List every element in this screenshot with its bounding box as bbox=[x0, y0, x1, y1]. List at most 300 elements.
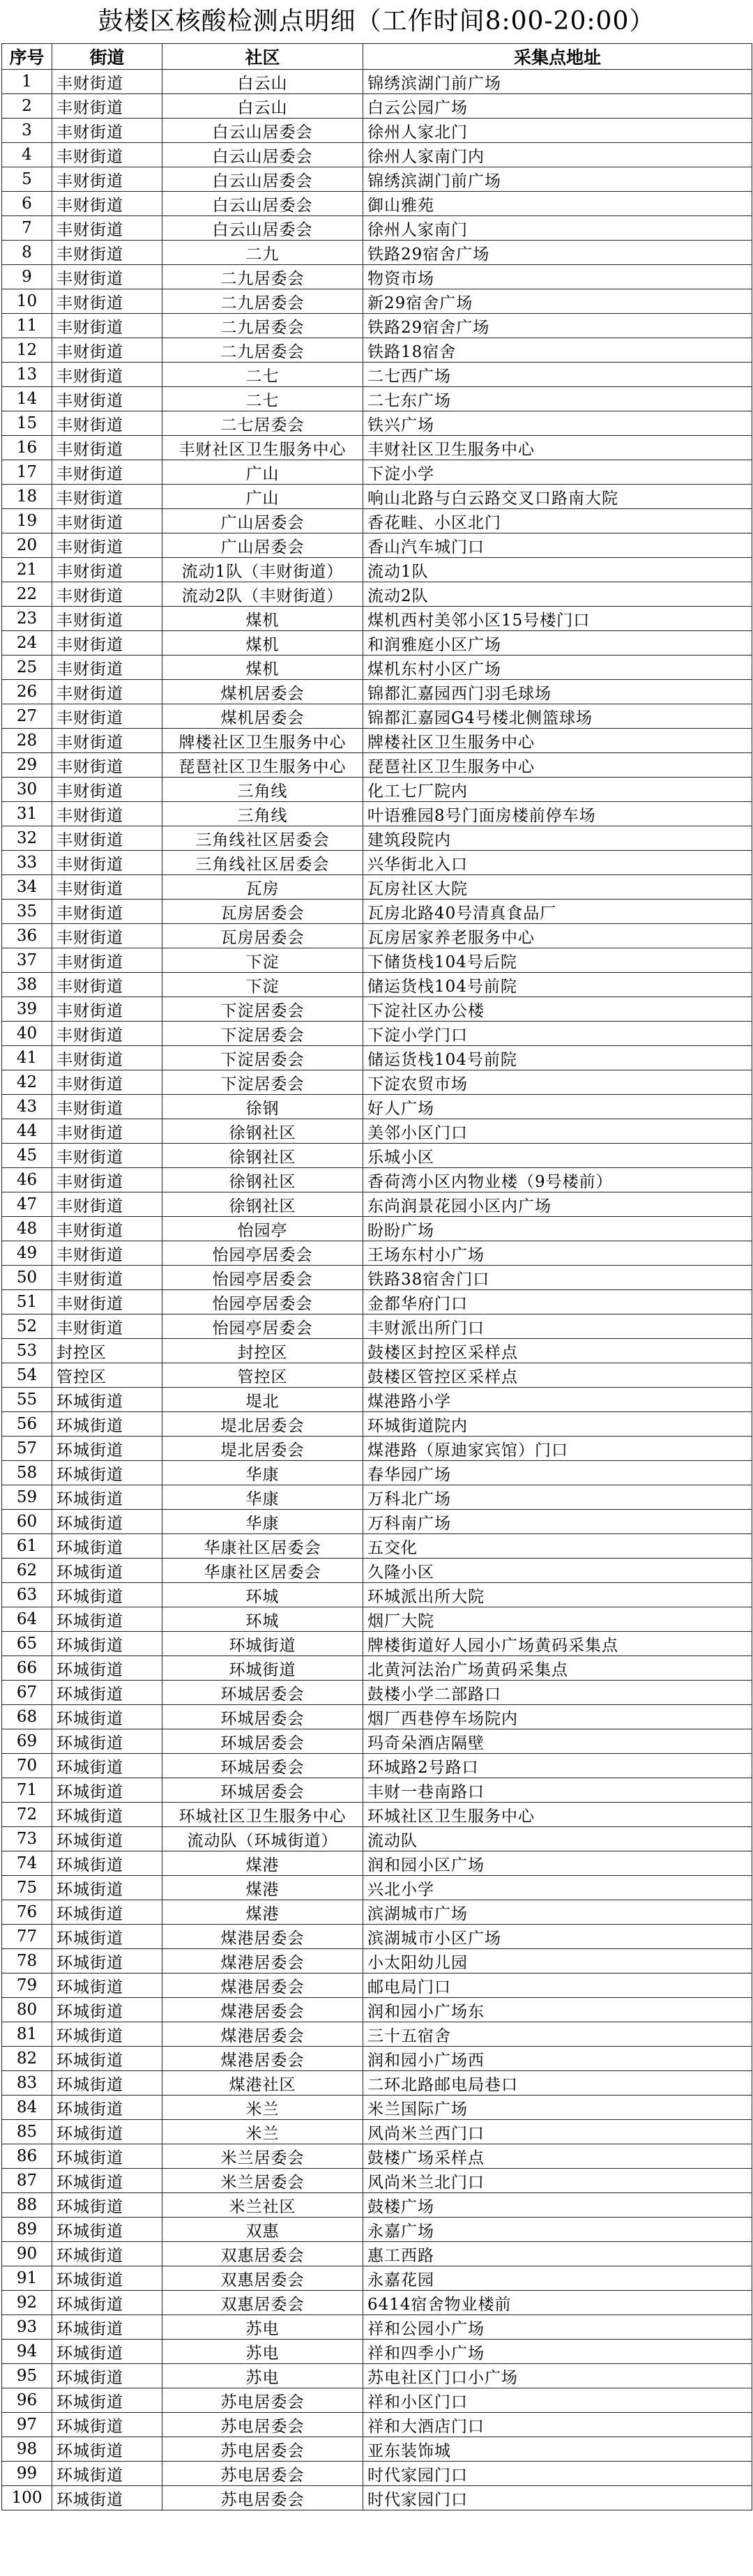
row-community: 苏电 bbox=[162, 2340, 363, 2364]
table-row bbox=[2, 363, 752, 387]
row-site-address: 五交化 bbox=[363, 1534, 752, 1559]
row-community: 煤机 bbox=[162, 631, 363, 656]
table-row bbox=[2, 436, 752, 460]
row-index: 25 bbox=[2, 656, 52, 680]
row-site-address: 下淀小学门口 bbox=[363, 1022, 752, 1046]
row-index: 100 bbox=[2, 2486, 52, 2510]
row-community: 徐钢社区 bbox=[162, 1168, 363, 1192]
row-street: 环城街道 bbox=[52, 1632, 162, 1656]
row-street: 丰财街道 bbox=[52, 851, 162, 875]
header-street: 街道 bbox=[52, 44, 162, 70]
row-index: 18 bbox=[2, 485, 52, 509]
row-index: 79 bbox=[2, 1973, 52, 1998]
row-community: 封控区 bbox=[162, 1339, 363, 1363]
row-site-address: 环城街道院内 bbox=[363, 1412, 752, 1437]
row-site-address: 香山汽车城门口 bbox=[363, 533, 752, 558]
row-street: 丰财街道 bbox=[52, 1046, 162, 1070]
row-site-address: 物资市场 bbox=[363, 265, 752, 289]
row-community: 华康社区居委会 bbox=[162, 1559, 363, 1583]
row-street: 环城街道 bbox=[52, 2340, 162, 2364]
row-street: 丰财街道 bbox=[52, 70, 162, 94]
row-site-address: 煤机西村美邻小区15号楼门口 bbox=[363, 607, 752, 631]
table-row bbox=[2, 2266, 752, 2291]
row-street: 丰财街道 bbox=[52, 1144, 162, 1168]
table-row bbox=[2, 265, 752, 289]
row-site-address: 储运货栈104号前院 bbox=[363, 1046, 752, 1070]
row-index: 59 bbox=[2, 1485, 52, 1510]
row-index: 46 bbox=[2, 1168, 52, 1192]
row-index: 7 bbox=[2, 216, 52, 241]
row-street: 环城街道 bbox=[52, 1705, 162, 1729]
row-site-address: 永嘉广场 bbox=[363, 2218, 752, 2242]
row-site-address: 响山北路与白云路交叉口路南大院 bbox=[363, 485, 752, 509]
row-community: 徐钢社区 bbox=[162, 1192, 363, 1217]
table-row bbox=[2, 875, 752, 900]
row-community: 煤机居委会 bbox=[162, 680, 363, 704]
row-community: 苏电 bbox=[162, 2315, 363, 2340]
row-street: 环城街道 bbox=[52, 2437, 162, 2462]
table-row bbox=[2, 411, 752, 436]
table-row bbox=[2, 1851, 752, 1876]
row-index: 66 bbox=[2, 1656, 52, 1681]
row-street: 丰财街道 bbox=[52, 1241, 162, 1266]
row-street: 丰财街道 bbox=[52, 436, 162, 460]
row-index: 94 bbox=[2, 2340, 52, 2364]
row-community: 三角线社区居委会 bbox=[162, 826, 363, 851]
row-community: 环城居委会 bbox=[162, 1778, 363, 1803]
row-street: 丰财街道 bbox=[52, 363, 162, 387]
row-index: 49 bbox=[2, 1241, 52, 1266]
table-row bbox=[2, 1607, 752, 1632]
row-street: 丰财街道 bbox=[52, 826, 162, 851]
row-community: 二七 bbox=[162, 387, 363, 411]
table-row bbox=[2, 94, 752, 119]
row-street: 环城街道 bbox=[52, 1754, 162, 1778]
row-community: 堤北居委会 bbox=[162, 1437, 363, 1461]
row-street: 丰财街道 bbox=[52, 1168, 162, 1192]
row-street: 管控区 bbox=[52, 1363, 162, 1388]
row-site-address: 王场东村小广场 bbox=[363, 1241, 752, 1266]
table-row bbox=[2, 656, 752, 680]
row-street: 环城街道 bbox=[52, 2169, 162, 2193]
table-row bbox=[2, 1022, 752, 1046]
row-community: 流动1队（丰财街道） bbox=[162, 558, 363, 582]
row-site-address: 御山雅苑 bbox=[363, 192, 752, 216]
row-index: 12 bbox=[2, 338, 52, 363]
row-street: 环城街道 bbox=[52, 1412, 162, 1437]
row-index: 6 bbox=[2, 192, 52, 216]
row-index: 72 bbox=[2, 1803, 52, 1827]
row-street: 丰财街道 bbox=[52, 802, 162, 826]
row-index: 57 bbox=[2, 1437, 52, 1461]
row-index: 65 bbox=[2, 1632, 52, 1656]
row-index: 1 bbox=[2, 70, 52, 94]
table-row bbox=[2, 1217, 752, 1241]
row-community: 华康 bbox=[162, 1485, 363, 1510]
table-row bbox=[2, 143, 752, 167]
row-street: 环城街道 bbox=[52, 2096, 162, 2120]
row-site-address: 香花畦、小区北门 bbox=[363, 509, 752, 533]
table-row bbox=[2, 1168, 752, 1192]
row-community: 管控区 bbox=[162, 1363, 363, 1388]
row-community: 二七居委会 bbox=[162, 411, 363, 436]
row-site-address: 北黄河法治广场黄码采集点 bbox=[363, 1656, 752, 1681]
table-row bbox=[2, 1705, 752, 1729]
row-street: 环城街道 bbox=[52, 1803, 162, 1827]
row-index: 40 bbox=[2, 1022, 52, 1046]
row-site-address: 徐州人家北门 bbox=[363, 119, 752, 143]
row-index: 10 bbox=[2, 289, 52, 314]
row-community: 双惠居委会 bbox=[162, 2266, 363, 2291]
header-site-address: 采集点地址 bbox=[363, 44, 752, 70]
row-site-address: 鼓楼区管控区采样点 bbox=[363, 1363, 752, 1388]
row-community: 怡园亭 bbox=[162, 1217, 363, 1241]
table-row bbox=[2, 2022, 752, 2047]
row-index: 33 bbox=[2, 851, 52, 875]
row-site-address: 滨湖城市广场 bbox=[363, 1900, 752, 1925]
row-site-address: 下淀农贸市场 bbox=[363, 1070, 752, 1095]
row-index: 68 bbox=[2, 1705, 52, 1729]
row-index: 61 bbox=[2, 1534, 52, 1559]
table-row bbox=[2, 1241, 752, 1266]
table-row bbox=[2, 2218, 752, 2242]
table-row bbox=[2, 1778, 752, 1803]
row-index: 92 bbox=[2, 2291, 52, 2315]
table-row bbox=[2, 2437, 752, 2462]
row-site-address: 三十五宿舍 bbox=[363, 2022, 752, 2047]
row-index: 3 bbox=[2, 119, 52, 143]
row-community: 煤港居委会 bbox=[162, 2047, 363, 2071]
row-index: 82 bbox=[2, 2047, 52, 2071]
table-row bbox=[2, 558, 752, 582]
table-row bbox=[2, 2315, 752, 2340]
table-row bbox=[2, 1119, 752, 1144]
row-community: 双惠居委会 bbox=[162, 2291, 363, 2315]
table-row bbox=[2, 1729, 752, 1754]
row-community: 下淀居委会 bbox=[162, 1046, 363, 1070]
table-row bbox=[2, 1925, 752, 1949]
table-row bbox=[2, 167, 752, 192]
row-index: 88 bbox=[2, 2193, 52, 2218]
row-community: 煤港居委会 bbox=[162, 1973, 363, 1998]
row-index: 83 bbox=[2, 2071, 52, 2096]
row-street: 丰财街道 bbox=[52, 1217, 162, 1241]
row-index: 62 bbox=[2, 1559, 52, 1583]
row-street: 环城街道 bbox=[52, 2388, 162, 2413]
row-community: 煤港居委会 bbox=[162, 1998, 363, 2022]
row-site-address: 环城派出所大院 bbox=[363, 1583, 752, 1607]
row-site-address: 久隆小区 bbox=[363, 1559, 752, 1583]
row-community: 白云山居委会 bbox=[162, 192, 363, 216]
table-row bbox=[2, 241, 752, 265]
table-row bbox=[2, 1192, 752, 1217]
row-community: 三角线社区居委会 bbox=[162, 851, 363, 875]
row-street: 丰财街道 bbox=[52, 631, 162, 656]
row-site-address: 永嘉花园 bbox=[363, 2266, 752, 2291]
table-row bbox=[2, 70, 752, 94]
row-community: 苏电居委会 bbox=[162, 2413, 363, 2437]
table-row bbox=[2, 1266, 752, 1290]
row-community: 煤机 bbox=[162, 607, 363, 631]
row-community: 三角线 bbox=[162, 778, 363, 802]
row-community: 瓦房居委会 bbox=[162, 900, 363, 924]
row-site-address: 环城路2号路口 bbox=[363, 1754, 752, 1778]
row-index: 4 bbox=[2, 143, 52, 167]
row-site-address: 东尚润景花园小区内广场 bbox=[363, 1192, 752, 1217]
row-index: 26 bbox=[2, 680, 52, 704]
row-street: 丰财街道 bbox=[52, 509, 162, 533]
row-community: 流动2队（丰财街道） bbox=[162, 582, 363, 607]
row-street: 环城街道 bbox=[52, 2242, 162, 2266]
row-index: 91 bbox=[2, 2266, 52, 2291]
row-site-address: 润和园小区广场 bbox=[363, 1851, 752, 1876]
row-community: 怡园亭居委会 bbox=[162, 1241, 363, 1266]
table-row bbox=[2, 1363, 752, 1388]
row-site-address: 鼓楼广场 bbox=[363, 2193, 752, 2218]
row-community: 二九居委会 bbox=[162, 338, 363, 363]
row-community: 白云山居委会 bbox=[162, 167, 363, 192]
row-street: 环城街道 bbox=[52, 1851, 162, 1876]
table-row bbox=[2, 2364, 752, 2388]
table-row bbox=[2, 1070, 752, 1095]
row-street: 丰财街道 bbox=[52, 1022, 162, 1046]
row-index: 19 bbox=[2, 509, 52, 533]
row-site-address: 润和园小广场东 bbox=[363, 1998, 752, 2022]
row-community: 下淀 bbox=[162, 973, 363, 997]
row-street: 环城街道 bbox=[52, 1925, 162, 1949]
table-row bbox=[2, 1632, 752, 1656]
row-index: 63 bbox=[2, 1583, 52, 1607]
row-community: 米兰 bbox=[162, 2120, 363, 2144]
row-street: 环城街道 bbox=[52, 2047, 162, 2071]
row-index: 77 bbox=[2, 1925, 52, 1949]
row-community: 煤港居委会 bbox=[162, 2022, 363, 2047]
row-site-address: 琵琶社区卫生服务中心 bbox=[363, 753, 752, 778]
testing-sites-table bbox=[1, 43, 752, 2510]
row-street: 丰财街道 bbox=[52, 704, 162, 729]
table-row bbox=[2, 533, 752, 558]
table-row bbox=[2, 1998, 752, 2022]
row-street: 环城街道 bbox=[52, 1900, 162, 1925]
row-street: 环城街道 bbox=[52, 1559, 162, 1583]
row-street: 环城街道 bbox=[52, 1973, 162, 1998]
row-community: 徐钢社区 bbox=[162, 1144, 363, 1168]
row-site-address: 铁路38宿舍门口 bbox=[363, 1266, 752, 1290]
table-row bbox=[2, 1314, 752, 1339]
row-index: 95 bbox=[2, 2364, 52, 2388]
row-community: 煤港居委会 bbox=[162, 1949, 363, 1973]
row-community: 下淀居委会 bbox=[162, 1022, 363, 1046]
table-row bbox=[2, 1583, 752, 1607]
row-street: 环城街道 bbox=[52, 1949, 162, 1973]
table-row bbox=[2, 1754, 752, 1778]
row-site-address: 环城社区卫生服务中心 bbox=[363, 1803, 752, 1827]
row-street: 丰财街道 bbox=[52, 241, 162, 265]
row-site-address: 乐城小区 bbox=[363, 1144, 752, 1168]
row-site-address: 邮电局门口 bbox=[363, 1973, 752, 1998]
row-site-address: 下淀小学 bbox=[363, 460, 752, 485]
row-index: 42 bbox=[2, 1070, 52, 1095]
table-row bbox=[2, 680, 752, 704]
row-index: 8 bbox=[2, 241, 52, 265]
row-index: 81 bbox=[2, 2022, 52, 2047]
row-site-address: 二环北路邮电局巷口 bbox=[363, 2071, 752, 2096]
row-site-address: 祥和公园小广场 bbox=[363, 2315, 752, 2340]
row-street: 丰财街道 bbox=[52, 680, 162, 704]
row-index: 69 bbox=[2, 1729, 52, 1754]
row-community: 白云山 bbox=[162, 70, 363, 94]
row-index: 32 bbox=[2, 826, 52, 851]
row-site-address: 米兰国际广场 bbox=[363, 2096, 752, 2120]
row-index: 37 bbox=[2, 948, 52, 973]
row-community: 煤港社区 bbox=[162, 2071, 363, 2096]
row-index: 14 bbox=[2, 387, 52, 411]
row-site-address: 瓦房居家养老服务中心 bbox=[363, 924, 752, 948]
row-street: 丰财街道 bbox=[52, 338, 162, 363]
table-row bbox=[2, 314, 752, 338]
table-row bbox=[2, 582, 752, 607]
table-row bbox=[2, 704, 752, 729]
row-street: 丰财街道 bbox=[52, 973, 162, 997]
row-community: 白云山 bbox=[162, 94, 363, 119]
table-row bbox=[2, 1559, 752, 1583]
row-street: 丰财街道 bbox=[52, 1266, 162, 1290]
row-street: 环城街道 bbox=[52, 2462, 162, 2486]
row-community: 二九居委会 bbox=[162, 265, 363, 289]
row-index: 55 bbox=[2, 1388, 52, 1412]
header-community: 社区 bbox=[162, 44, 363, 70]
row-site-address: 润和园小广场西 bbox=[363, 2047, 752, 2071]
table-row bbox=[2, 289, 752, 314]
row-index: 21 bbox=[2, 558, 52, 582]
row-community: 苏电居委会 bbox=[162, 2486, 363, 2510]
row-index: 54 bbox=[2, 1363, 52, 1388]
row-street: 丰财街道 bbox=[52, 1095, 162, 1119]
row-index: 96 bbox=[2, 2388, 52, 2413]
row-index: 36 bbox=[2, 924, 52, 948]
table-row bbox=[2, 729, 752, 753]
row-index: 22 bbox=[2, 582, 52, 607]
row-street: 环城街道 bbox=[52, 1607, 162, 1632]
row-index: 86 bbox=[2, 2144, 52, 2169]
row-street: 丰财街道 bbox=[52, 533, 162, 558]
row-index: 24 bbox=[2, 631, 52, 656]
row-community: 广山居委会 bbox=[162, 509, 363, 533]
table-row bbox=[2, 2388, 752, 2413]
row-index: 16 bbox=[2, 436, 52, 460]
row-site-address: 二七东广场 bbox=[363, 387, 752, 411]
row-community: 华康 bbox=[162, 1510, 363, 1534]
row-index: 70 bbox=[2, 1754, 52, 1778]
table-row bbox=[2, 1437, 752, 1461]
row-street: 环城街道 bbox=[52, 2413, 162, 2437]
row-index: 67 bbox=[2, 1681, 52, 1705]
row-street: 丰财街道 bbox=[52, 582, 162, 607]
row-community: 徐钢 bbox=[162, 1095, 363, 1119]
row-index: 74 bbox=[2, 1851, 52, 1876]
row-street: 丰财街道 bbox=[52, 656, 162, 680]
header-row bbox=[2, 44, 752, 70]
row-index: 17 bbox=[2, 460, 52, 485]
row-street: 丰财街道 bbox=[52, 460, 162, 485]
row-index: 9 bbox=[2, 265, 52, 289]
table-row bbox=[2, 631, 752, 656]
row-street: 环城街道 bbox=[52, 2022, 162, 2047]
row-site-address: 6414宿舍物业楼前 bbox=[363, 2291, 752, 2315]
row-site-address: 化工七厂院内 bbox=[363, 778, 752, 802]
row-index: 15 bbox=[2, 411, 52, 436]
row-street: 丰财街道 bbox=[52, 485, 162, 509]
row-street: 环城街道 bbox=[52, 1510, 162, 1534]
row-community: 苏电居委会 bbox=[162, 2462, 363, 2486]
row-street: 环城街道 bbox=[52, 1461, 162, 1485]
table-row bbox=[2, 2120, 752, 2144]
row-community: 堤北居委会 bbox=[162, 1412, 363, 1437]
row-site-address: 鼓楼广场采样点 bbox=[363, 2144, 752, 2169]
table-row bbox=[2, 1876, 752, 1900]
row-index: 34 bbox=[2, 875, 52, 900]
row-street: 环城街道 bbox=[52, 2266, 162, 2291]
row-street: 环城街道 bbox=[52, 2218, 162, 2242]
row-community: 华康社区居委会 bbox=[162, 1534, 363, 1559]
row-index: 60 bbox=[2, 1510, 52, 1534]
table-row bbox=[2, 2413, 752, 2437]
row-community: 煤机 bbox=[162, 656, 363, 680]
row-site-address: 兴华街北入口 bbox=[363, 851, 752, 875]
header-index: 序号 bbox=[2, 44, 52, 70]
row-site-address: 鼓楼区封控区采样点 bbox=[363, 1339, 752, 1363]
row-site-address: 徐州人家南门 bbox=[363, 216, 752, 241]
row-street: 丰财街道 bbox=[52, 216, 162, 241]
row-site-address: 瓦房社区大院 bbox=[363, 875, 752, 900]
row-index: 23 bbox=[2, 607, 52, 631]
row-street: 丰财街道 bbox=[52, 119, 162, 143]
row-street: 环城街道 bbox=[52, 1485, 162, 1510]
row-street: 丰财街道 bbox=[52, 192, 162, 216]
row-community: 二七 bbox=[162, 363, 363, 387]
table-row bbox=[2, 1046, 752, 1070]
row-index: 44 bbox=[2, 1119, 52, 1144]
table-row bbox=[2, 387, 752, 411]
row-street: 丰财街道 bbox=[52, 387, 162, 411]
row-index: 47 bbox=[2, 1192, 52, 1217]
row-site-address: 祥和四季小广场 bbox=[363, 2340, 752, 2364]
row-index: 87 bbox=[2, 2169, 52, 2193]
row-site-address: 香荷湾小区内物业楼（9号楼前） bbox=[363, 1168, 752, 1192]
table-row bbox=[2, 192, 752, 216]
row-community: 牌楼社区卫生服务中心 bbox=[162, 729, 363, 753]
row-community: 苏电 bbox=[162, 2364, 363, 2388]
row-site-address: 白云公园广场 bbox=[363, 94, 752, 119]
row-street: 环城街道 bbox=[52, 1583, 162, 1607]
row-community: 环城居委会 bbox=[162, 1754, 363, 1778]
row-community: 丰财社区卫生服务中心 bbox=[162, 436, 363, 460]
row-street: 环城街道 bbox=[52, 1656, 162, 1681]
row-community: 广山 bbox=[162, 485, 363, 509]
row-street: 丰财街道 bbox=[52, 314, 162, 338]
row-street: 环城街道 bbox=[52, 1437, 162, 1461]
row-community: 煤机居委会 bbox=[162, 704, 363, 729]
row-street: 环城街道 bbox=[52, 1681, 162, 1705]
table-row bbox=[2, 753, 752, 778]
row-index: 71 bbox=[2, 1778, 52, 1803]
row-site-address: 和润雅庭小区广场 bbox=[363, 631, 752, 656]
row-street: 丰财街道 bbox=[52, 924, 162, 948]
row-street: 丰财街道 bbox=[52, 1119, 162, 1144]
row-street: 丰财街道 bbox=[52, 94, 162, 119]
table-row bbox=[2, 924, 752, 948]
row-site-address: 煤港路小学 bbox=[363, 1388, 752, 1412]
